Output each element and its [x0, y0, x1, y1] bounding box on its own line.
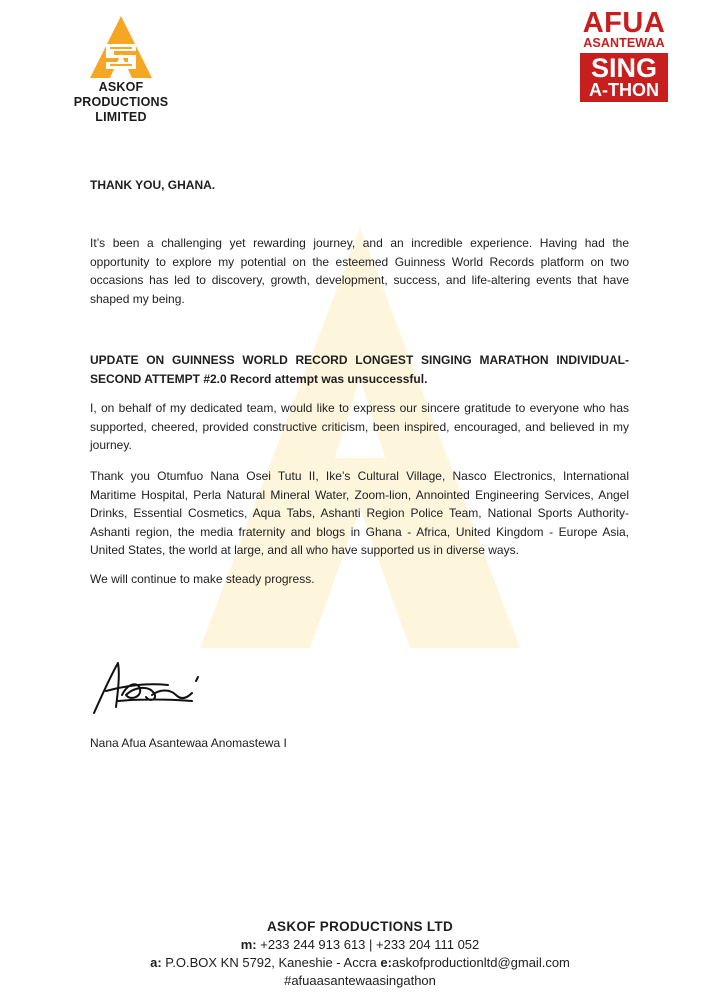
intro-text: It’s been a challenging yet rewarding journey, and an incredible experience. Having had the opportunity to explore my potential on the esteemed Guinness World Records platform on two occasions has led to discovery, growth, development, success, and life-altering events that have shaped my being. [90, 236, 629, 306]
thanks-paragraph [90, 467, 629, 560]
email-text: askofproductionltd@gmail.com [391, 955, 570, 970]
thanks-text: Thank you Otumfuo Nana Osei Tutu II, Ike’s Cultural Village, Nasco Electronics, International Maritime Hospital, Perla Natural Mineral Water, Zoom-lion, Annointed Engineering Services, Angel Drinks, Essential Cosmetics, Aqua Tabs, Ashanti Region Police Team, National Sports Authority-Ashanti region, the media fraternity and blogs in Ghana - Africa, United Kingdom - Europe Asia, United States, the world at large, and all who have supported us in diverse ways. [90, 469, 629, 557]
greeting-text: THANK YOU, GHANA. [90, 178, 216, 192]
email-label: e: [380, 955, 392, 970]
signatory-name: Nana Afua Asantewaa Anomastewa I [90, 736, 287, 750]
logo-text-line1: ASKOF [98, 80, 144, 94]
askof-a-logo-icon [88, 14, 154, 80]
phone-numbers: +233 244 913 613 | +233 204 111 052 [256, 937, 480, 952]
address-text: P.O.BOX KN 5792, Kaneshie - Accra [161, 955, 381, 970]
footer-hashtag: #afuaasantewaasingathon [284, 973, 436, 988]
closing-paragraph [90, 570, 629, 589]
update-heading [90, 351, 629, 388]
logo-text-line3: LIMITED [95, 110, 147, 124]
letter-greeting [90, 176, 629, 195]
logo-sing-text: SING [590, 53, 657, 83]
askof-logo [66, 14, 176, 125]
singathon-logo [572, 7, 676, 102]
footer-phone-line [0, 936, 720, 954]
letter-footer [0, 918, 720, 990]
logo-asantewaa-text: ASANTEWAA [583, 36, 665, 50]
footer-company: ASKOF PRODUCTIONS LTD [266, 919, 454, 934]
gratitude-paragraph [90, 399, 629, 455]
address-label: a: [150, 955, 162, 970]
logo-athon-text: A-THON [589, 80, 659, 100]
closing-text: We will continue to make steady progress. [90, 572, 315, 586]
logo-afua-text: AFUA [582, 7, 666, 39]
phone-label: m: [240, 937, 257, 952]
update-heading-text: UPDATE ON GUINNESS WORLD RECORD LONGEST SINGING MARATHON INDIVIDUAL- SECOND ATTEMPT #2.0 Record attempt was unsuccessful. [90, 353, 629, 386]
footer-address-line [0, 954, 720, 972]
logo-text-line2: PRODUCTIONS [73, 95, 169, 109]
handwritten-signature [88, 655, 208, 725]
logo-singathon-box [580, 53, 668, 102]
intro-paragraph [90, 234, 629, 308]
gratitude-text: I, on behalf of my dedicated team, would like to express our sincere gratitude to everyone who has supported, cheered, provided constructive criticism, been inspired, encouraged, and believed in my journey. [90, 401, 629, 452]
